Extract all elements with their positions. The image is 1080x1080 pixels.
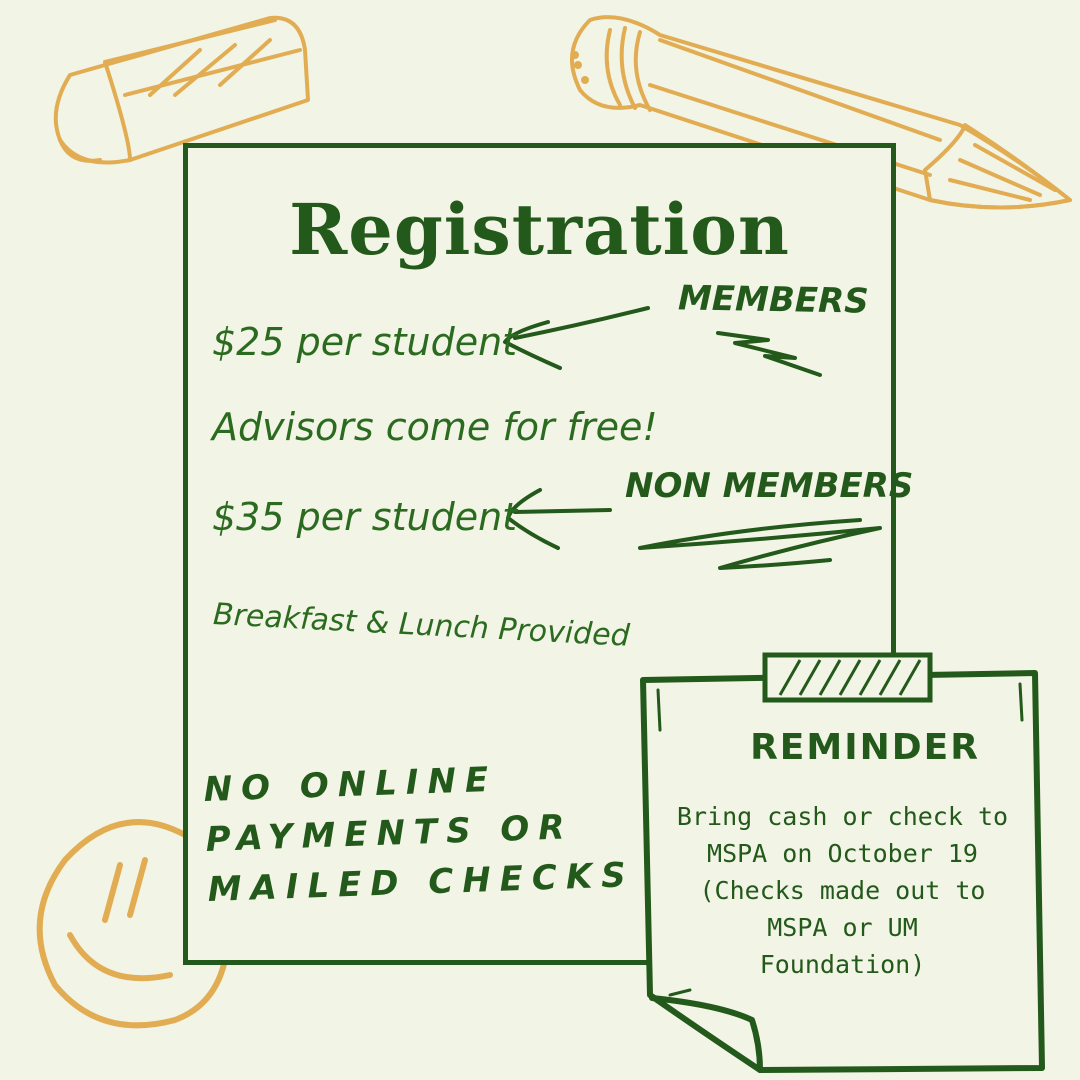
meals-note: Breakfast & Lunch Provided (212, 597, 631, 654)
warning-line-3: MAILED CHECKS (207, 855, 636, 910)
members-label: MEMBERS (677, 278, 870, 322)
non-members-label: NON MEMBERS (625, 466, 914, 506)
reminder-line: MSPA or UM (767, 913, 918, 942)
page-title: Registration (289, 188, 790, 271)
tape-strip (765, 655, 930, 700)
reminder-body (665, 798, 1020, 983)
warning-line-2: PAYMENTS OR (205, 807, 575, 860)
members-price: $25 per student (212, 320, 518, 364)
reminder-line: MSPA on October 19 (707, 839, 978, 868)
non-members-price: $35 per student (212, 495, 518, 539)
reminder-line: (Checks made out to (699, 876, 986, 905)
reminder-line: Foundation) (759, 950, 926, 979)
reminder-line: Bring cash or check to (676, 802, 1009, 831)
advisors-note: Advisors come for free! (212, 405, 658, 449)
warning-line-1: NO ONLINE (203, 759, 498, 810)
reminder-title: REMINDER (750, 727, 980, 768)
